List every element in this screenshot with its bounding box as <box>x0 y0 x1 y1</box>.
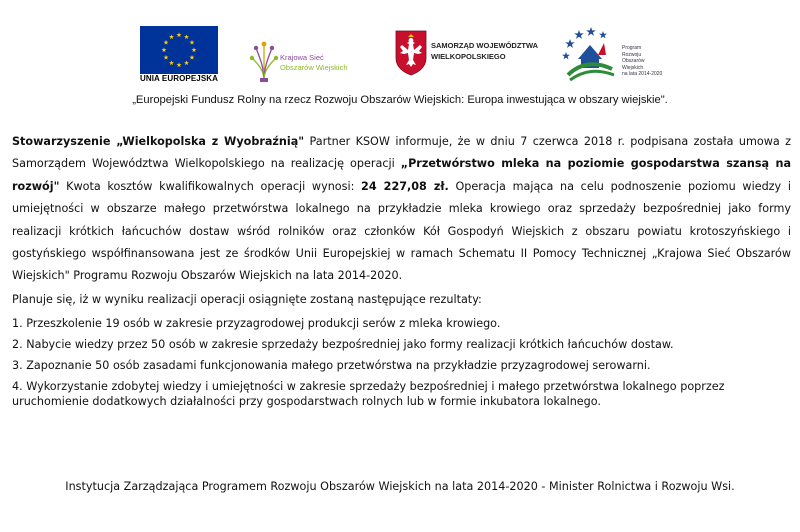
logo-strip <box>0 0 800 90</box>
ksow-logo <box>248 38 373 88</box>
prow-icon <box>560 25 620 83</box>
ksow-icon <box>248 40 280 84</box>
eu-label: UNIA EUROPEJSKA <box>139 74 219 83</box>
prow-line-1: Program <box>622 45 642 51</box>
samorzad-line-2: WIELKOPOLSKIEGO <box>431 52 506 61</box>
prow-line-3: Obszarów <box>622 58 645 65</box>
slogan: „Europejski Fundusz Rolny na rzecz Rozwoju Obszarów Wiejskich: Europa inwestująca w obszary wiejskie". <box>132 94 668 106</box>
prow-line-5: na lata 2014-2020 <box>622 71 663 78</box>
plan-text: Planuje się, iż w wyniku realizacji operacji osiągnięte zostaną następujące rezultaty: <box>12 292 482 306</box>
intro-text-1: Partner KSOW informuje, że w dniu 7 czerwca 2018 r. podpisana została umowa z Samorządem Województwa Wielkopolskiego na realizację operacji <box>12 135 791 171</box>
intro-text-2: Kwota kosztów kwalifikowalnych operacji wynosi: <box>59 179 362 193</box>
samorzad-line-1: SAMORZĄD WOJEWÓDZTWA <box>431 41 539 50</box>
prow-line-4: Wiejskich <box>622 64 644 71</box>
main-content <box>12 131 791 414</box>
organization-name: Stowarzyszenie „Wielkopolska z Wyobraźnią" <box>12 135 305 148</box>
prow-text <box>622 45 662 78</box>
operation-name: „Przetwórstwo mleka na poziomie gospodarstwa szansą na rozwój" <box>12 157 791 193</box>
samorzad-text <box>431 40 538 62</box>
ksow-text <box>280 53 348 73</box>
wielkopolska-eagle-icon <box>395 30 427 76</box>
samorzad-logo <box>395 28 555 80</box>
results-list <box>12 316 791 409</box>
eu-flag-icon <box>140 26 218 74</box>
result-item-3: 3. Zapoznanie 50 osób zasadami funkcjonowania małego przetwórstwa na przykładzie przyzagrodowej serowarni. <box>12 358 651 372</box>
footer: Instytucja Zarządzająca Programem Rozwoju Obszarów Wiejskich na lata 2014-2020 - Minister Rolnictwa i Rozwoju Wsi. <box>65 480 735 493</box>
ksow-line-1: Krajowa Sieć <box>280 53 324 62</box>
prow-logo <box>560 25 670 85</box>
ksow-line-2: Obszarów Wiejskich <box>280 63 348 72</box>
amount: 24 227,08 zł. <box>361 179 449 193</box>
result-item-4: 4. Wykorzystanie zdobytej wiedzy i umiejętności w zakresie sprzedaży bezpośredniej i małego przetwórstwa lokalnego poprzez uruchomienie dodatkowych działalności przy gospodarstwach rolnych lub w formie inkubatora lokalnego. <box>12 379 725 408</box>
result-item-1: 1. Przeszkolenie 19 osób w zakresie przyzagrodowej produkcji serów z mleka krowiego. <box>12 316 501 330</box>
result-item-2: 2. Nabycie wiedzy przez 50 osób w zakresie sprzedaży bezpośredniej jako formy realizacji krótkich łańcuchów dostaw. <box>12 337 674 351</box>
intro-paragraph <box>12 131 791 288</box>
prow-line-2: Rozwoju <box>622 51 642 58</box>
intro-text-3: Operacja mająca na celu podnoszenie poziomu wiedzy i umiejętności w obszarze małego przetwórstwa lokalnego na przykładzie mleka krowiego oraz sprzedaży bezpośredniej jako formy realizacji krótkich łańcuchów dostaw wśród rolników oraz członków Kół Gospodyń Wiejskich z obszaru powiatu krotoszyńskiego i gostyńskiego współfinansowana jest ze środków Unii Europejskiej w ramach Schematu II Pomocy Technicznej „Krajowa Sieć Obszarów Wiejskich" Programu Rozwoju Obszarów Wiejskich na lata 2014-2020. <box>12 179 791 283</box>
